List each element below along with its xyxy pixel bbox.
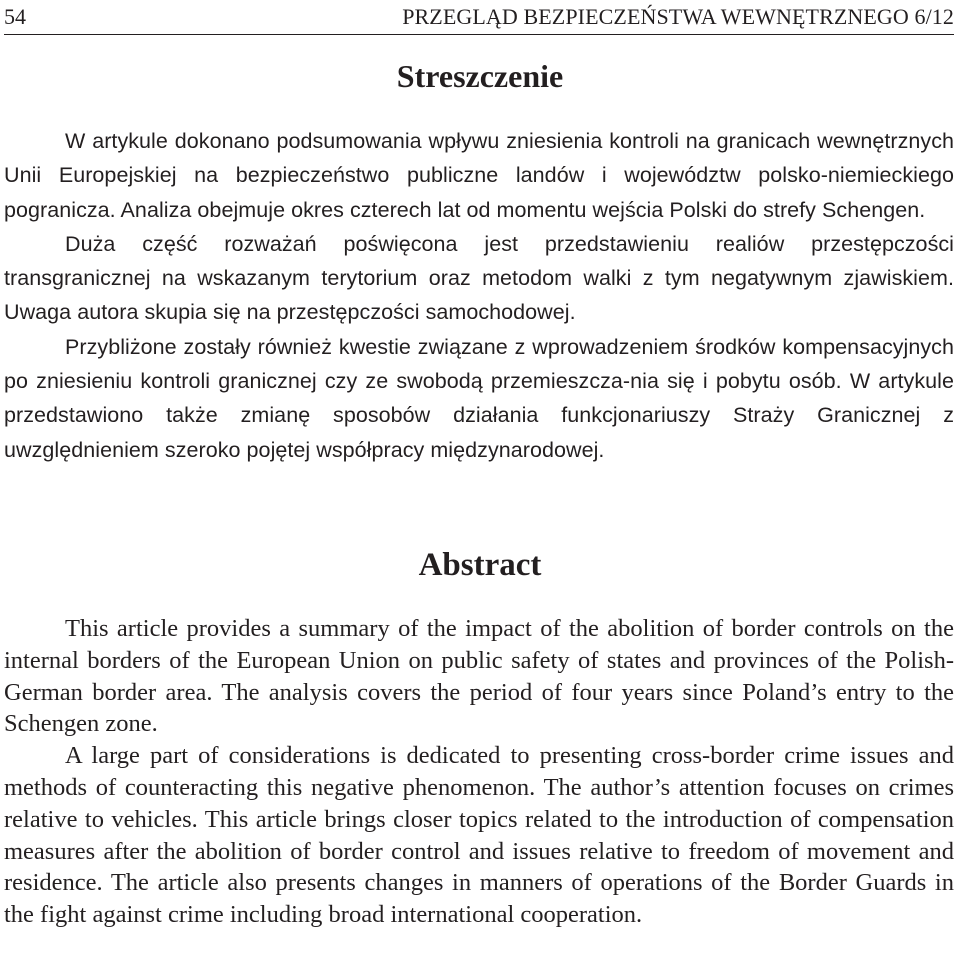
running-title: PRZEGLĄD BEZPIECZEŃSTWA WEWNĘTRZNEGO 6/12 (402, 4, 954, 29)
abstract-paragraph: This article provides a summary of the impact of the abolition of border controls on the internal borders of the European Union on public safety of states and provinces of the Polish-German border area. The analysis covers the period of four years since Poland’s entry to the Schengen zone. (4, 615, 954, 738)
summary-body (4, 124, 954, 467)
summary-heading: Streszczenie (396, 58, 564, 94)
summary-paragraph: Przybliżone zostały również kwestie związane z wprowadzeniem środków kompensacyjnych po zniesieniu kontroli granicznej czy ze swobodą przemieszcza-nia się i pobytu osób. W artykule przedstawiono także zmianę sposobów działania funkcjonariuszy Straży Granicznej z uwzględnieniem szeroko pojętej współpracy międzynarodowej. (4, 334, 954, 462)
summary-paragraph: Duża część rozważań poświęcona jest przedstawieniu realiów przestępczości transgranicznej na wskazanym terytorium oraz metodom walki z tym negatywnym zjawiskiem. Uwaga autora skupia się na przestępczości samochodowej. (4, 231, 954, 325)
running-header (4, 0, 954, 35)
abstract-paragraph: A large part of considerations is dedicated to presenting cross-border crime issues and methods of counteracting this negative phenomenon. The author’s attention focuses on crimes relative to vehicles. This article brings closer topics related to the introduction of compensation measures after the abolition of border control and issues relative to freedom of movement and residence. The article also presents changes in manners of operations of the Border Guards in the fight against crime including broad international cooperation. (4, 742, 954, 929)
summary-paragraph: W artykule dokonano podsumowania wpływu zniesienia kontroli na granicach wewnętrznych Unii Europejskiej na bezpieczeństwo publiczne landów i województw polsko-niemieckiego pogranicza. Analiza obejmuje okres czterech lat od momentu wejścia Polski do strefy Schengen. (4, 129, 954, 222)
abstract-heading: Abstract (418, 547, 542, 583)
page-number: 54 (4, 4, 26, 29)
abstract-body (4, 613, 954, 931)
